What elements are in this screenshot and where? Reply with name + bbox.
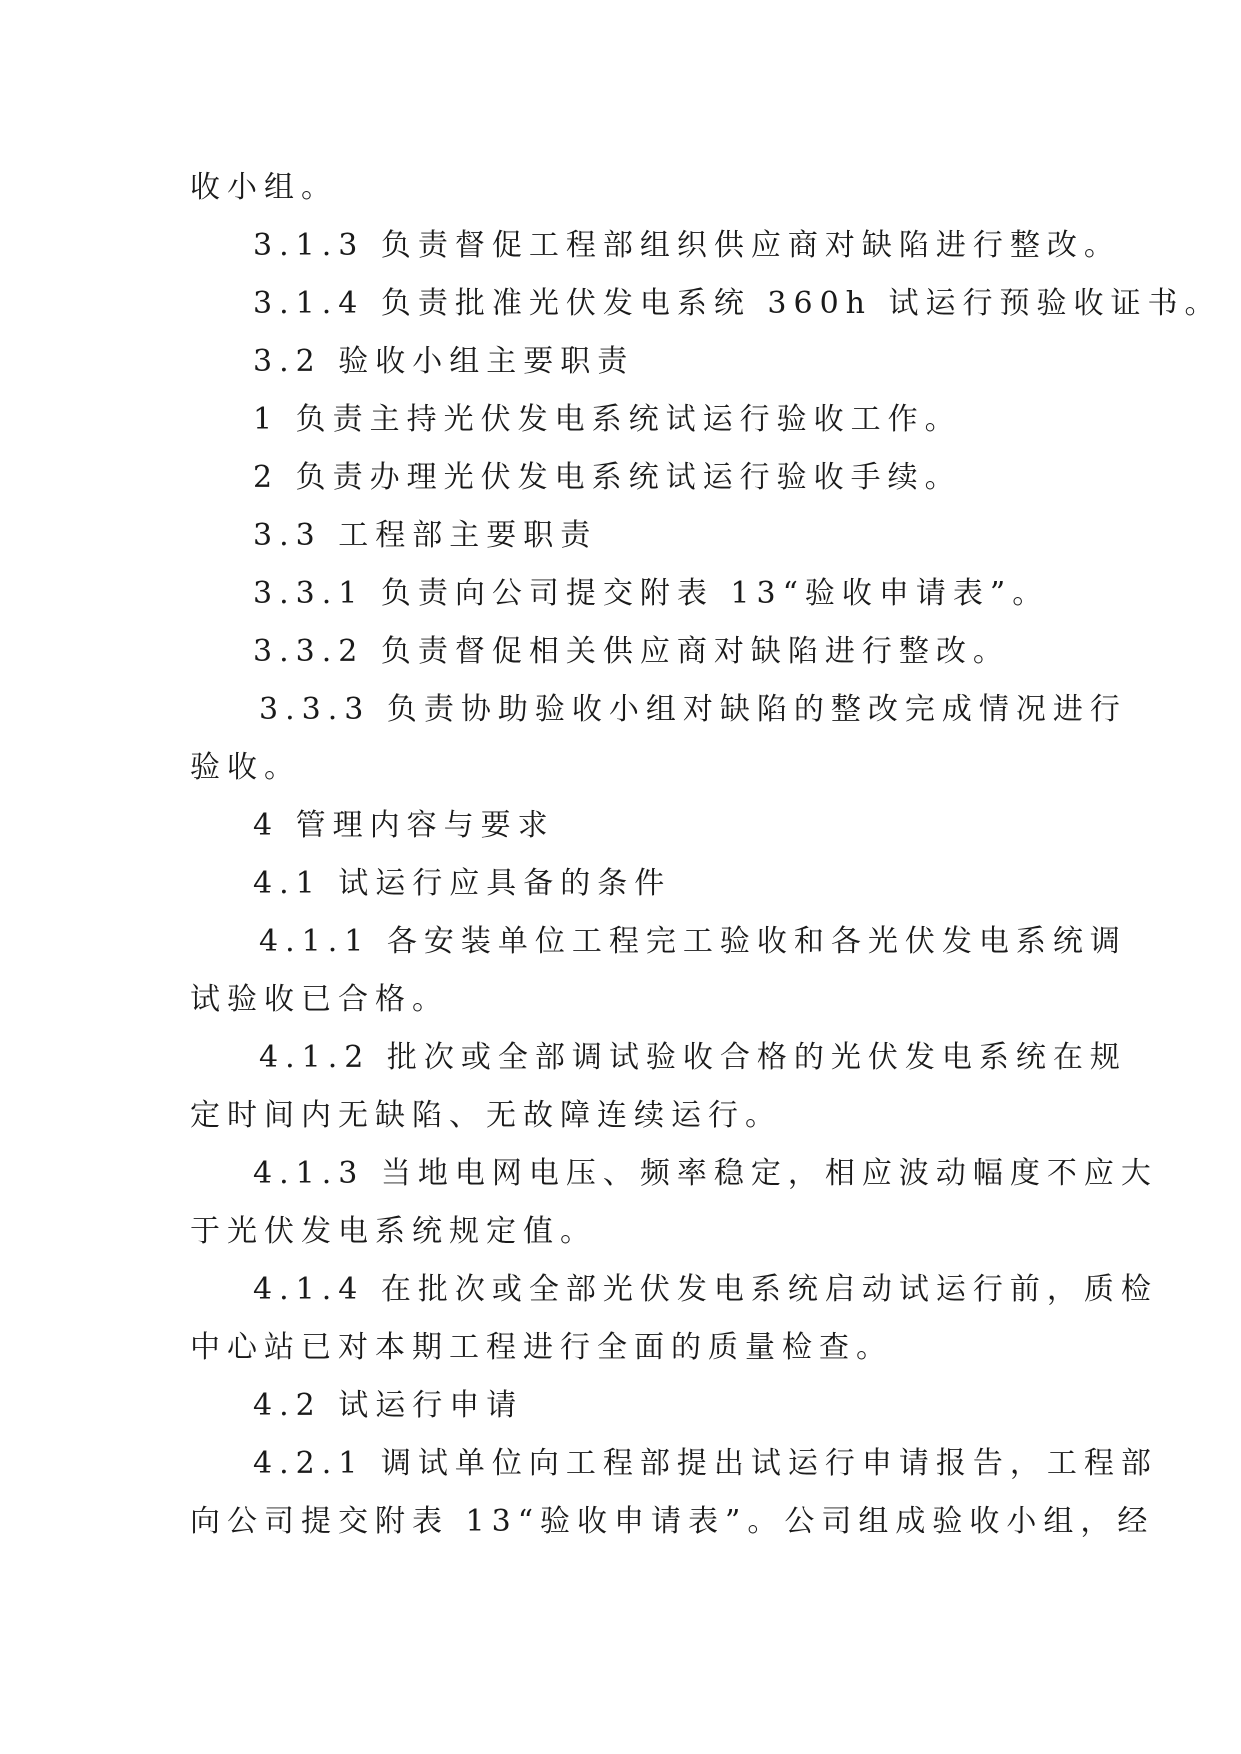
text-line-9: 3.3.2 负责督促相关供应商对缺陷进行整改。 [253,634,1010,669]
text-line-16: 4.1.2 批次或全部调试验收合格的光伏发电系统在规 [259,1040,1127,1075]
text-line-20: 4.1.4 在批次或全部光伏发电系统启动试运行前，质检 [253,1272,1158,1307]
text-line-10: 3.3.3 负责协助验收小组对缺陷的整改完成情况进行 [259,692,1127,727]
text-line-12: 4 管理内容与要求 [253,808,555,843]
text-line-24: 向公司提交附表 13“验收申请表”。公司组成验收小组，经 [190,1504,1155,1539]
text-line-15: 试验收已合格。 [190,982,449,1017]
text-line-8: 3.3.1 负责向公司提交附表 13“验收申请表”。 [253,576,1050,611]
text-line-7: 3.3 工程部主要职责 [253,518,598,553]
text-line-3: 3.1.4 负责批准光伏发电系统 360h 试运行预验收证书。 [253,286,1222,321]
text-line-14: 4.1.1 各安装单位工程完工验收和各光伏发电系统调 [259,924,1127,959]
text-line-6: 2 负责办理光伏发电系统试运行验收手续。 [253,460,962,495]
text-line-1: 收小组。 [190,170,338,205]
text-line-11: 验收。 [190,750,301,785]
text-line-18: 4.1.3 当地电网电压、频率稳定，相应波动幅度不应大 [253,1156,1158,1191]
text-line-19: 于光伏发电系统规定值。 [190,1214,597,1249]
text-line-22: 4.2 试运行申请 [253,1388,524,1423]
text-line-21: 中心站已对本期工程进行全面的质量检查。 [190,1330,893,1365]
text-line-2: 3.1.3 负责督促工程部组织供应商对缺陷进行整改。 [253,228,1121,263]
text-line-4: 3.2 验收小组主要职责 [253,344,635,379]
text-line-13: 4.1 试运行应具备的条件 [253,866,672,901]
text-line-17: 定时间内无缺陷、无故障连续运行。 [190,1098,782,1133]
text-line-23: 4.2.1 调试单位向工程部提出试运行申请报告，工程部 [253,1446,1158,1481]
text-line-5: 1 负责主持光伏发电系统试运行验收工作。 [253,402,962,437]
